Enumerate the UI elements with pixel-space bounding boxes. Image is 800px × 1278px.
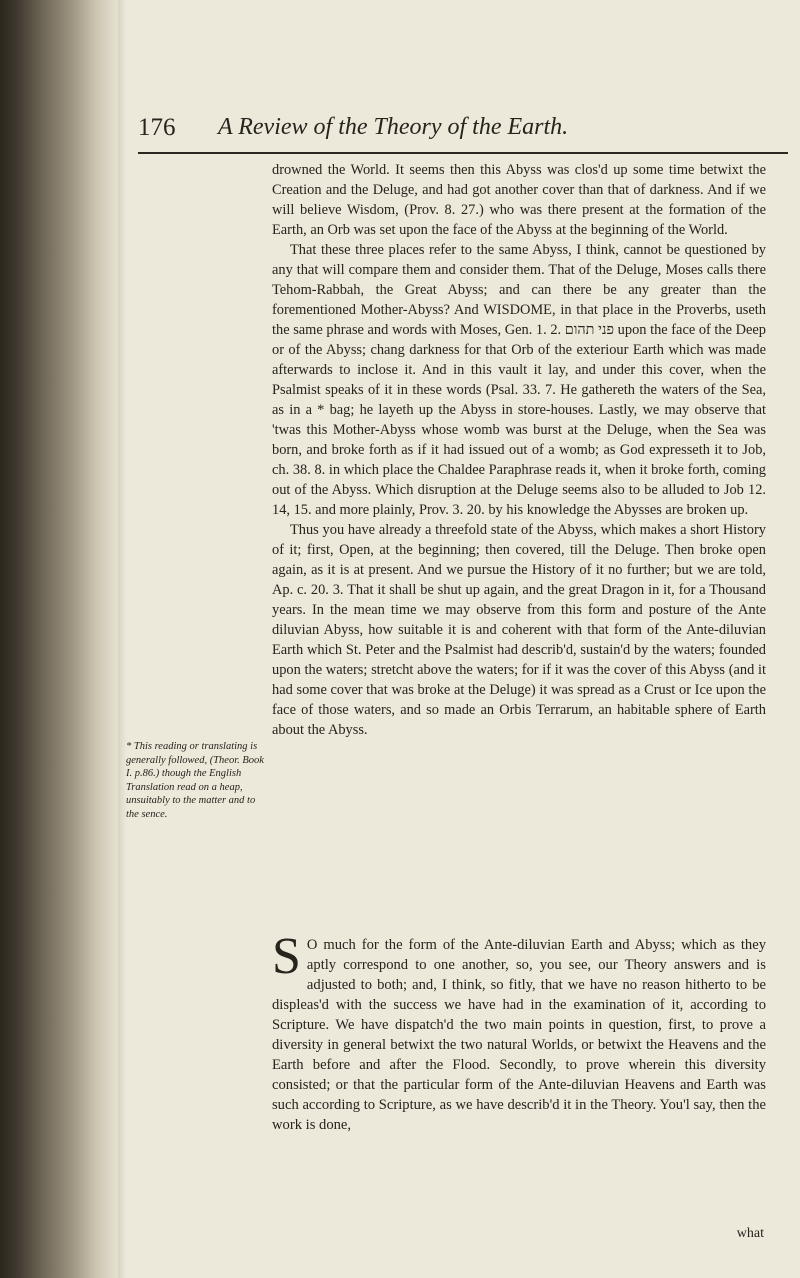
paragraph: drowned the World. It seems then this Abyss was clos'd up some time betwixt the Creation and the Deluge, and had got another cover than that of darkness. And if we will believe Wisdom, (Prov. 8. 27.) who was there present at the formation of the Earth, an Orb was set upon the face of the Abyss at the beginning of the World.: [272, 162, 766, 238]
section-text: O much for the form of the Ante-diluvian Earth and Abyss; which as they aptly correspond to one another, so, you see, our Theory answers and is adjusted to both; and, I think, so fitly, that we have no reason hitherto to be displeas'd with the success we have had in the examination of it, according to Scripture. We have dispatch'd the two main points in question, first, to prove a diversity in general betwixt the two natural Worlds, or betwixt the Heavens and the Earth before and after the Flood. Secondly, to prove wherein this diversity consisted; or that the particular form of the Ante-diluvian Heavens and Earth was such according to Scripture, as we have describ'd it in the Theory. You'l say, then the work is done,: [272, 937, 766, 1133]
header-rule: [138, 152, 788, 154]
page-number: 176: [138, 114, 176, 141]
drop-cap: S: [272, 928, 301, 985]
paragraph: That these three places refer to the same Abyss, I think, cannot be questioned by any that will compare them and consider them. That of the Deluge, Moses calls there Tehom-Rabbah, the Great Abyss; and can there be any greater than the forementioned Mother-Abyss? And WISDOME, in that place in the Proverbs, useth the same phrase and words with Moses, Gen. 1. 2. פני תהום upon the face of the Deep or of the Abyss; chang darkness for that Orb of the exteriour Earth which was made afterwards to inclose it. And in this vault it lay, and under this cover, when the Psalmist speaks of it in these words (Psal. 33. 7. He gathereth the waters of the Sea, as in a * bag; he layeth up the Abyss in store-houses. Lastly, we may observe that 'twas this Mother-Abyss whose womb was burst at the Deluge, when the Sea was born, and broke forth as if it had issued out of a womb; as God expresseth it to Job, ch. 38. 8. in which place the Chaldee Paraphrase reads it, when it broke forth, coming out of the Abyss. Which disruption at the Deluge seems also to be alluded to Job 12. 14, 15. and more plainly, Prov. 3. 20. by his knowledge the Abysses are broken up.: [272, 242, 766, 518]
page-edge: [118, 0, 126, 1278]
running-title: A Review of the Theory of the Earth.: [218, 114, 569, 140]
catchword: what: [736, 1226, 764, 1241]
section-paragraph: [272, 928, 766, 1135]
book-page: [126, 0, 800, 1278]
margin-note: * This reading or translating is generally followed, (Theor. Book I. p.86.) though the English Translation read on a heap, unsuitably to the matter and to the sence.: [126, 741, 264, 820]
paragraph: Thus you have already a threefold state of the Abyss, which makes a short History of it; first, Open, at the beginning; then covered, till the Deluge. Then broke open again, as it is at present. And we pursue the History of it no further; but we are told, Ap. c. 20. 3. That it shall be shut up again, and the great Dragon in it, for a Thousand years. In the mean time we may observe from this form and posture of the Ante diluvian Abyss, how suitable it is and coherent with that form of the Ante-diluvian Earth which St. Peter and the Psalmist had describ'd, sustain'd by the waters; founded upon the waters; stretcht above the waters; for if it was the cover of this Abyss (and it had some cover that was broke at the Deluge) it was spread as a Crust or Ice upon the face of those waters, and so made an Orbis Terrarum, an habitable sphere of Earth about the Abyss.: [272, 522, 766, 738]
main-text: [272, 160, 766, 740]
book-binding: [0, 0, 118, 1278]
page-header: [138, 110, 788, 154]
